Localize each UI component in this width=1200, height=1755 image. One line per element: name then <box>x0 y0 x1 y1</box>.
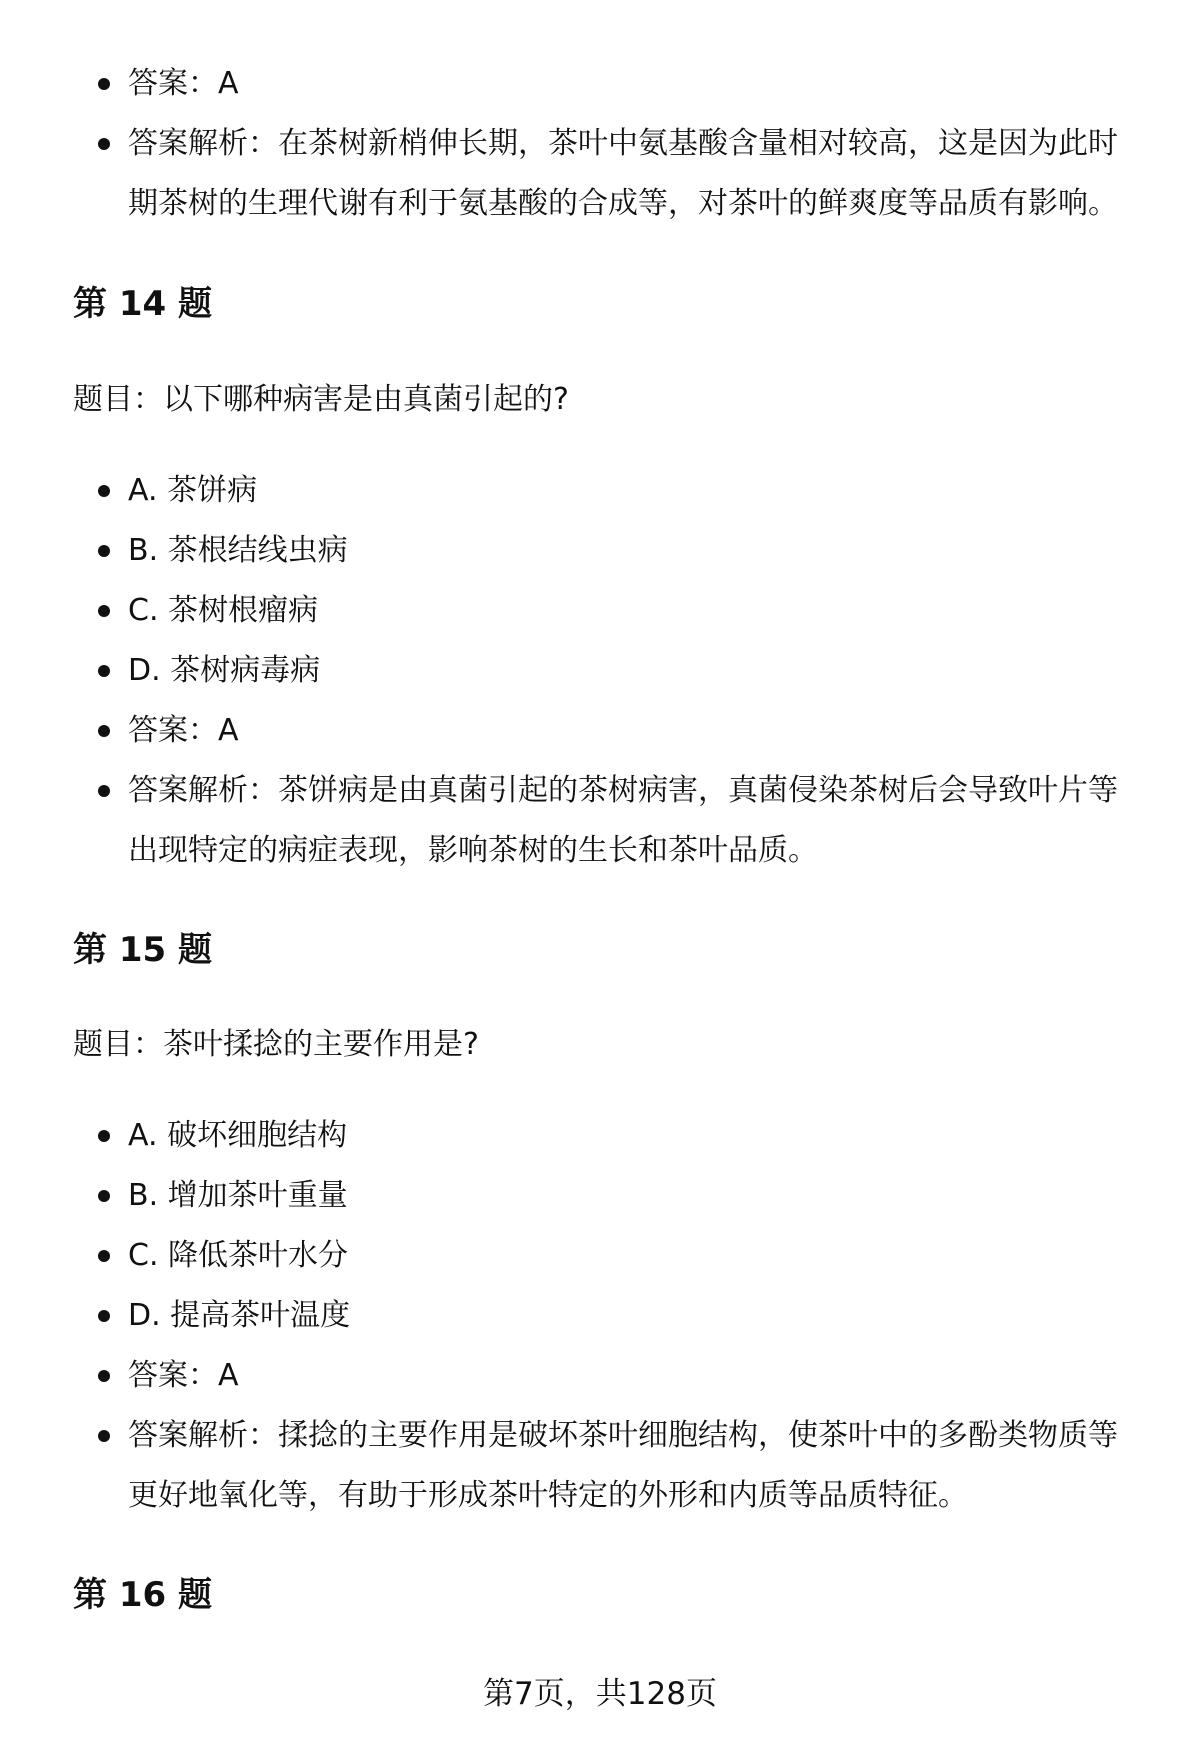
q14-option-d: D. 茶树病毒病 <box>0 641 1200 701</box>
q15-answer: 答案：A <box>0 1346 1200 1406</box>
q15-option-c: C. 降低茶叶水分 <box>0 1226 1200 1286</box>
q14-explanation: 答案解析：茶饼病是由真菌引起的茶树病害，真菌侵染茶树后会导致叶片等出现特定的病症表现，影响茶树的生长和茶叶品质。 <box>0 761 1200 881</box>
q16-heading: 第 16 题 <box>73 1575 212 1615</box>
q14-heading: 第 14 题 <box>73 284 212 324</box>
q14-option-a: A. 茶饼病 <box>0 461 1200 521</box>
q13-explanation: 答案解析：在茶树新梢伸长期，茶叶中氨基酸含量相对较高，这是因为此时期茶树的生理代谢有利于氨基酸的合成等，对茶叶的鲜爽度等品质有影响。 <box>0 114 1200 234</box>
q15-explanation: 答案解析：揉捻的主要作用是破坏茶叶细胞结构，使茶叶中的多酚类物质等更好地氧化等，有助于形成茶叶特定的外形和内质等品质特征。 <box>0 1406 1200 1526</box>
q15-option-b: B. 增加茶叶重量 <box>0 1166 1200 1226</box>
q15-options-list <box>0 1106 1200 1526</box>
q13-tail-list <box>0 54 1200 234</box>
q15-option-d: D. 提高茶叶温度 <box>0 1286 1200 1346</box>
q14-options-list <box>0 461 1200 881</box>
q14-option-c: C. 茶树根瘤病 <box>0 581 1200 641</box>
q14-answer: 答案：A <box>0 701 1200 761</box>
q14-question: 题目：以下哪种病害是由真菌引起的? <box>73 382 569 417</box>
q15-question: 题目：茶叶揉捻的主要作用是? <box>73 1027 479 1062</box>
q15-option-a: A. 破坏细胞结构 <box>0 1106 1200 1166</box>
q14-option-b: B. 茶根结线虫病 <box>0 521 1200 581</box>
q15-heading: 第 15 题 <box>73 930 212 970</box>
q13-answer: 答案：A <box>0 54 1200 114</box>
page-number-footer: 第7页，共128页 <box>483 1676 717 1712</box>
